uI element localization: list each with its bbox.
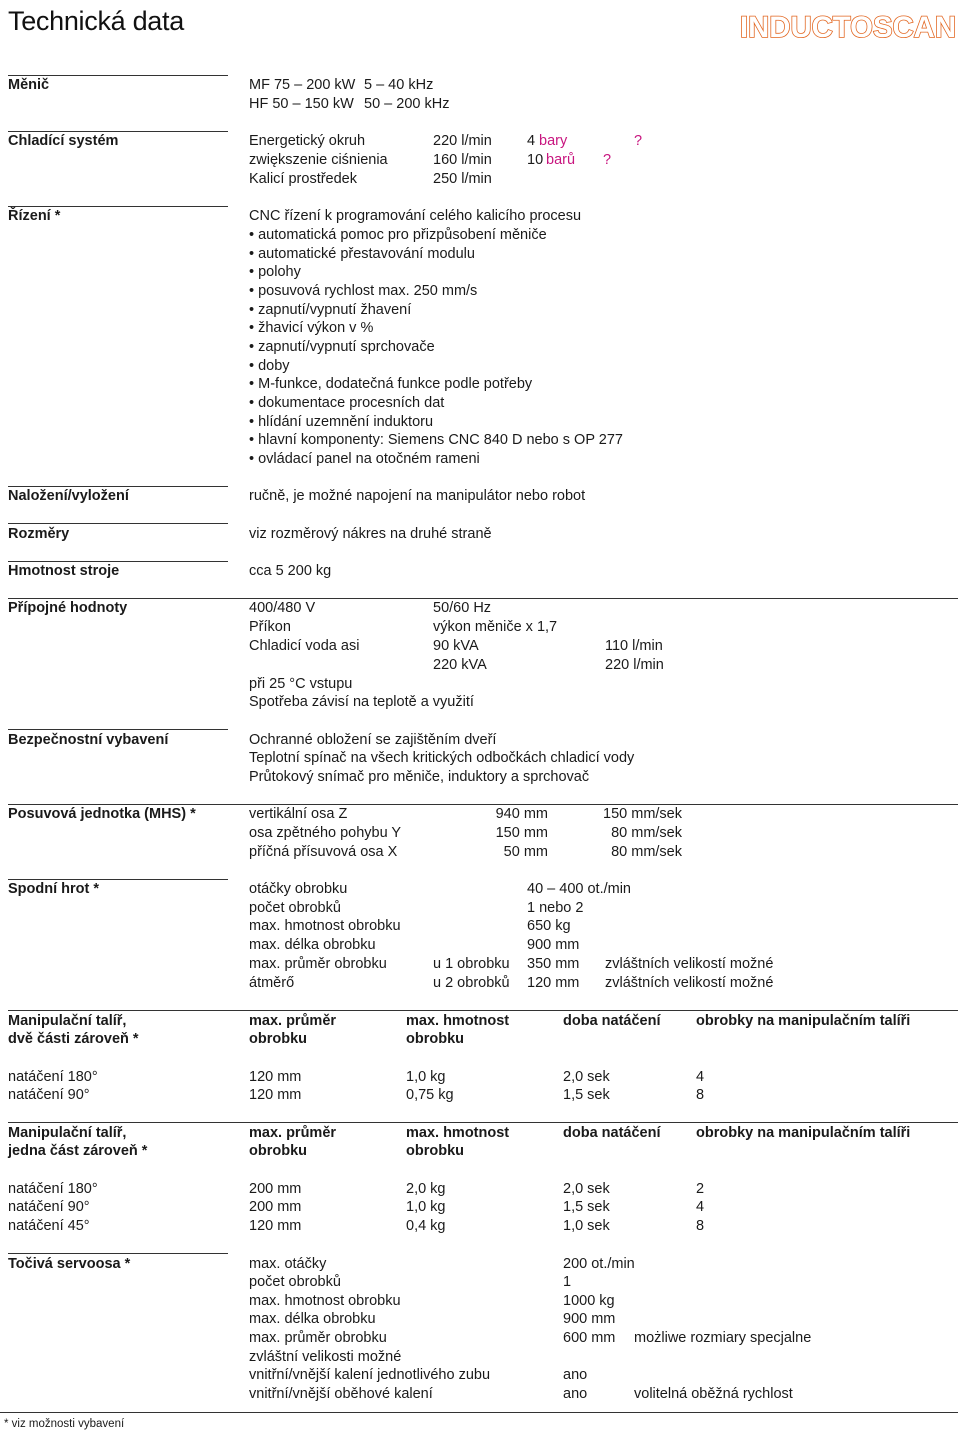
spec-value: vnitřní/vnější kalení jednotlivého zubu (249, 1367, 491, 1383)
spec-value: 1,0 sek (563, 1218, 610, 1234)
section-label-talir1-sub: jedna část zároveň * (8, 1143, 148, 1159)
bullet-text: posuvová rychlost max. 250 mm/s (258, 283, 478, 299)
column-header: obrobku (406, 1031, 464, 1047)
spec-value: HF 50 – 150 kW (249, 96, 354, 112)
spec-value: 120 mm (249, 1069, 302, 1085)
column-header: obrobky na manipulačním talíři (696, 1013, 911, 1029)
spec-value: zwiększenie ciśnienia (249, 152, 388, 168)
divider (8, 1253, 228, 1254)
spec-value: max. průměr obrobku (249, 1330, 387, 1346)
spec-value: ano (563, 1386, 588, 1402)
bullet-text: polohy (258, 264, 301, 280)
bullet-text: automatické přestavování modulu (258, 246, 475, 262)
spec-value: Příkon (249, 619, 291, 635)
spec-value: 80 mm/sek (611, 844, 682, 860)
spec-value: 1,5 sek (563, 1087, 610, 1103)
bullet-item: • M-funkce, dodatečná funkce podle potřeby (249, 376, 533, 392)
spec-value: 8 (696, 1087, 705, 1103)
spec-value: ano (563, 1367, 588, 1383)
spec-value: 1,5 sek (563, 1199, 610, 1215)
spec-unit: bary (539, 133, 568, 149)
bullet-text: žhavicí výkon v % (258, 320, 374, 336)
bullet-item: • zapnutí/vypnutí sprchovače (249, 339, 435, 355)
spec-value: 1000 kg (563, 1293, 615, 1309)
column-header: max. hmotnost (406, 1013, 510, 1029)
column-header: max. hmotnost (406, 1125, 510, 1141)
brand-logo-text: INDUCTOSCAN (740, 11, 956, 42)
spec-value: 50 mm (503, 844, 548, 860)
spec-value: Kalicí prostředek (249, 171, 357, 187)
spec-value: Chladicí voda asi (249, 638, 360, 654)
bullet-text: M-funkce, dodatečná funkce podle potřeby (258, 376, 533, 392)
row-label: natáčení 180° (8, 1069, 98, 1085)
section-label-pripojne: Přípojné hodnoty (8, 600, 128, 616)
spec-value: zvláštních velikostí možné (605, 956, 774, 972)
spec-value: 900 mm (563, 1311, 616, 1327)
spec-value: Průtokový snímač pro měniče, induktory a sprchovač (249, 769, 590, 785)
section-label-menic: Měnič (8, 77, 50, 93)
section-label-servo: Točivá servoosa * (8, 1256, 131, 1272)
spec-value: 650 kg (527, 918, 571, 934)
spec-value: max. délka obrobku (249, 937, 376, 953)
spec-value: 50 – 200 kHz (364, 96, 450, 112)
spec-value: 1 nebo 2 (527, 900, 584, 916)
bullet-text: ovládací panel na otočném rameni (258, 451, 480, 467)
spec-mark: ? (634, 133, 643, 149)
bullet-text: doby (258, 358, 290, 374)
column-header: obrobky na manipulačním talíři (696, 1125, 911, 1141)
divider (8, 131, 228, 132)
section-label-talir2: Manipulační talíř, (8, 1013, 127, 1029)
bullet-item: • posuvová rychlost max. 250 mm/s (249, 283, 478, 299)
row-label: natáčení 180° (8, 1181, 98, 1197)
bullet-item: • automatické přestavování modulu (249, 246, 475, 262)
spec-value: 90 kVA (433, 638, 479, 654)
divider (8, 1010, 958, 1011)
bullet-item: • hlídání uzemnění induktoru (249, 414, 434, 430)
divider (8, 879, 228, 880)
bullet-text: dokumentace procesních dat (258, 395, 445, 411)
divider (8, 561, 228, 562)
spec-value: cca 5 200 kg (249, 563, 332, 579)
divider (8, 523, 228, 524)
spec-value: 2,0 sek (563, 1181, 610, 1197)
spec-value: příčná přísuvová osa X (249, 844, 398, 860)
spec-value: 8 (696, 1218, 705, 1234)
row-label: natáčení 90° (8, 1199, 90, 1215)
spec-value: 0,75 kg (406, 1087, 454, 1103)
bullet-item: • ovládací panel na otočném rameni (249, 451, 480, 467)
spec-value: 4 (696, 1199, 705, 1215)
spec-value: 900 mm (527, 937, 580, 953)
spec-value: vnitřní/vnější oběhové kalení (249, 1386, 433, 1402)
bullet-item: • automatická pomoc pro přizpůsobení měniče (249, 227, 547, 243)
spec-value: Spotřeba závisí na teplotě a využití (249, 694, 474, 710)
spec-value: 2,0 sek (563, 1069, 610, 1085)
bullet-item: • žhavicí výkon v % (249, 320, 374, 336)
spec-value: 1 (563, 1274, 572, 1290)
spec-value: 250 l/min (433, 171, 492, 187)
divider (8, 804, 958, 805)
section-label-rizeni: Řízení * (8, 208, 61, 224)
spec-value: osa zpětného pohybu Y (249, 825, 402, 841)
spec-value: możliwe rozmiary specjalne (634, 1330, 812, 1346)
spec-value: 5 – 40 kHz (364, 77, 434, 93)
spec-value: 600 mm (563, 1330, 616, 1346)
spec-value: max. otáčky (249, 1256, 327, 1272)
spec-value: 160 l/min (433, 152, 492, 168)
column-header: obrobku (406, 1143, 464, 1159)
spec-value: 200 ot./min (563, 1256, 635, 1272)
divider (0, 1412, 958, 1413)
bullet-text: automatická pomoc pro přizpůsobení měniče (258, 227, 547, 243)
spec-unit: barů (546, 152, 576, 168)
spec-value: 10 (527, 152, 544, 168)
spec-value: 120 mm (249, 1087, 302, 1103)
spec-value: počet obrobků (249, 1274, 341, 1290)
spec-value: Energetický okruh (249, 133, 366, 149)
spec-value: 4 (527, 133, 536, 149)
bullet-item: • zapnutí/vypnutí žhavení (249, 302, 412, 318)
spec-value: Ochranné obložení se zajištěním dveří (249, 732, 497, 748)
page-title: Technická data (8, 6, 184, 36)
spec-value: 80 mm/sek (611, 825, 682, 841)
section-label-hrot: Spodní hrot * (8, 881, 100, 897)
spec-value: u 1 obrobku (433, 956, 510, 972)
spec-value: Teplotní spínač na všech kritických odbočkách chladicí vody (249, 750, 635, 766)
column-header: max. průměr (249, 1013, 337, 1029)
spec-value: počet obrobků (249, 900, 341, 916)
section-label-rozmery: Rozměry (8, 526, 70, 542)
bullet-item: • dokumentace procesních dat (249, 395, 445, 411)
column-header: obrobku (249, 1143, 307, 1159)
row-label: natáčení 45° (8, 1218, 90, 1234)
section-label-posuv: Posuvová jednotka (MHS) * (8, 806, 196, 822)
footnote: * viz možnosti vybavení (4, 1418, 125, 1430)
spec-value: při 25 °C vstupu (249, 676, 353, 692)
divider (8, 75, 228, 76)
spec-value: otáčky obrobku (249, 881, 348, 897)
section-label-bezpecnost: Bezpečnostní vybavení (8, 732, 169, 748)
bullet-text: zapnutí/vypnutí žhavení (258, 302, 412, 318)
spec-mark: ? (603, 152, 612, 168)
spec-value: volitelná oběžná rychlost (634, 1386, 793, 1402)
spec-value: zvláštních velikostí možné (605, 975, 774, 991)
bullet-text: hlavní komponenty: Siemens CNC 840 D nebo s OP 277 (258, 432, 623, 448)
spec-value: 150 mm (495, 825, 548, 841)
spec-value: 120 mm (249, 1218, 302, 1234)
spec-value: 50/60 Hz (433, 600, 492, 616)
spec-value: 940 mm (495, 806, 548, 822)
spec-value: 400/480 V (249, 600, 316, 616)
spec-value: 150 mm/sek (603, 806, 682, 822)
spec-value: 1,0 kg (406, 1199, 446, 1215)
column-header: obrobku (249, 1031, 307, 1047)
section-label-nalozeni: Naložení/vyložení (8, 488, 129, 504)
spec-value: 0,4 kg (406, 1218, 446, 1234)
spec-value: max. hmotnost obrobku (249, 1293, 401, 1309)
section-label-chlazeni: Chladící systém (8, 133, 119, 149)
spec-value: 200 mm (249, 1199, 302, 1215)
section-label-hmotnost: Hmotnost stroje (8, 563, 120, 579)
spec-value: max. délka obrobku (249, 1311, 376, 1327)
divider (8, 206, 228, 207)
spec-value: átměrő (249, 975, 295, 991)
divider (8, 729, 228, 730)
spec-value: 220 l/min (605, 657, 664, 673)
divider (8, 598, 958, 599)
spec-value: ručně, je možné napojení na manipulátor nebo robot (249, 488, 586, 504)
spec-value: 40 – 400 ot./min (527, 881, 631, 897)
divider (8, 486, 228, 487)
bullet-item: • hlavní komponenty: Siemens CNC 840 D nebo s OP 277 (249, 432, 623, 448)
spec-value: výkon měniče x 1,7 (433, 619, 558, 635)
spec-value: 220 l/min (433, 133, 492, 149)
spec-value: 220 kVA (433, 657, 487, 673)
divider (8, 1122, 958, 1123)
spec-value: vertikální osa Z (249, 806, 348, 822)
spec-value: MF 75 – 200 kW (249, 77, 356, 93)
spec-value: CNC řízení k programování celého kalicího procesu (249, 208, 582, 224)
spec-value: viz rozměrový nákres na druhé straně (249, 526, 492, 542)
spec-value: 4 (696, 1069, 705, 1085)
bullet-text: zapnutí/vypnutí sprchovače (258, 339, 435, 355)
bullet-text: hlídání uzemnění induktoru (258, 414, 434, 430)
spec-value: u 2 obrobků (433, 975, 510, 991)
spec-value: max. průměr obrobku (249, 956, 387, 972)
bullet-item: • polohy (249, 264, 301, 280)
section-label-talir2-sub: dvě části zároveň * (8, 1031, 139, 1047)
spec-value: 2 (696, 1181, 705, 1197)
section-label-talir1: Manipulační talíř, (8, 1125, 127, 1141)
spec-value: max. hmotnost obrobku (249, 918, 401, 934)
spec-value: 2,0 kg (406, 1181, 446, 1197)
column-header: doba natáčení (563, 1013, 661, 1029)
column-header: max. průměr (249, 1125, 337, 1141)
column-header: doba natáčení (563, 1125, 661, 1141)
spec-value: zvláštní velikosti možné (249, 1349, 402, 1365)
spec-value: 110 l/min (605, 638, 663, 654)
brand-logo (738, 8, 958, 42)
spec-value: 1,0 kg (406, 1069, 446, 1085)
bullet-item: • doby (249, 358, 290, 374)
spec-value: 120 mm (527, 975, 580, 991)
row-label: natáčení 90° (8, 1087, 90, 1103)
spec-value: 350 mm (527, 956, 580, 972)
spec-value: 200 mm (249, 1181, 302, 1197)
